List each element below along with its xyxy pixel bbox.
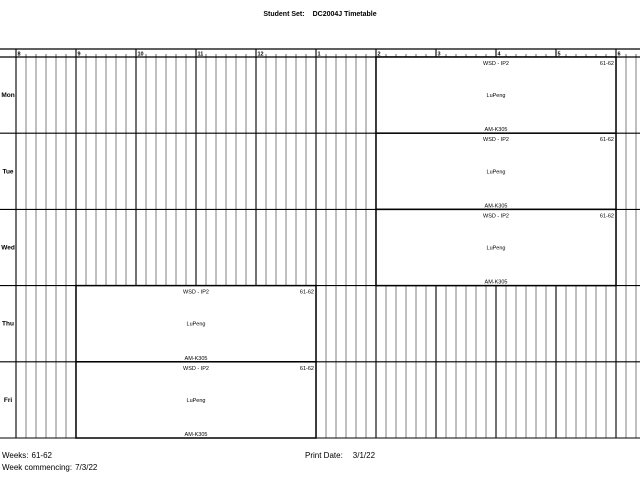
event-staff: LuPeng (486, 169, 506, 176)
weeks-value: 61-62 (31, 451, 52, 460)
weeks-label: Weeks: (2, 451, 29, 460)
event-weeks: 61-62 (599, 213, 614, 220)
event-staff: LuPeng (486, 245, 506, 252)
event-module: WSD - IP2 (183, 289, 209, 296)
event-weeks: 61-62 (299, 365, 314, 372)
event-room: AM-K305 (184, 355, 208, 362)
day-label-tue: Tue (2, 168, 14, 176)
week-commencing-label: Week commencing: (2, 463, 73, 472)
event-module: WSD - IP2 (183, 365, 209, 372)
hour-label-12: 12 (257, 51, 264, 58)
hour-label-10: 10 (137, 51, 144, 58)
event-room: AM-K305 (484, 203, 508, 210)
event-staff: LuPeng (186, 321, 206, 328)
day-label-thu: Thu (2, 320, 14, 328)
day-label-mon: Mon (1, 92, 15, 100)
event-module: WSD - IP2 (483, 61, 509, 67)
student-set-name: DC2004J Timetable (312, 11, 377, 18)
week-commencing-line (2, 463, 97, 472)
day-label-wed: Wed (1, 244, 15, 252)
event-weeks: 61-62 (299, 289, 314, 296)
title-label: Student Set: (263, 11, 305, 18)
event-room: AM-K305 (184, 432, 208, 438)
event-weeks: 61-62 (599, 61, 614, 67)
event-room: AM-K305 (484, 279, 508, 286)
print-date-line (305, 451, 375, 460)
event-room: AM-K305 (484, 127, 508, 134)
week-commencing-value: 7/3/22 (75, 463, 98, 472)
event-module: WSD - IP2 (483, 137, 509, 144)
hour-label-2: 2 (377, 51, 381, 58)
hour-label-4: 4 (497, 51, 501, 58)
event-weeks: 61-62 (599, 137, 614, 144)
weeks-line (2, 451, 52, 460)
hour-label-5: 5 (557, 51, 561, 58)
hour-label-11: 11 (197, 51, 204, 58)
event-staff: LuPeng (486, 93, 506, 100)
event-staff: LuPeng (186, 397, 206, 404)
timetable-footer (0, 449, 640, 480)
print-date-label: Print Date: (305, 451, 343, 460)
hour-label-9: 9 (77, 51, 81, 58)
hour-label-6: 6 (617, 51, 621, 58)
hour-label-8: 8 (17, 51, 21, 58)
hour-label-3: 3 (437, 51, 441, 58)
hour-label-1: 1 (317, 51, 321, 58)
print-date-value: 3/1/22 (352, 451, 376, 460)
event-module: WSD - IP2 (483, 213, 509, 220)
day-label-fri: Fri (3, 396, 13, 404)
